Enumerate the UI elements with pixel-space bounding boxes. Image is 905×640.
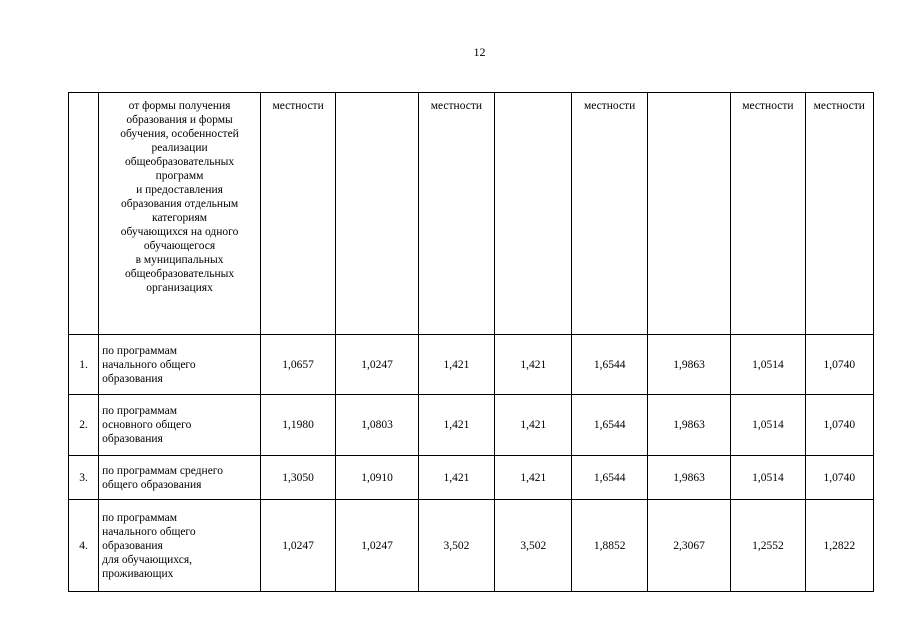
header-cell <box>495 93 572 335</box>
table-cell: 1,0740 <box>805 395 873 456</box>
table-cell: 1,0247 <box>336 335 418 395</box>
table-row <box>69 395 874 456</box>
table-cell: 2,3067 <box>647 500 730 592</box>
table-cell: 3,502 <box>418 500 494 592</box>
table-cell: 1,6544 <box>572 456 647 500</box>
row-number: 2. <box>69 395 99 456</box>
table-cell: 1,0740 <box>805 456 873 500</box>
table-cell: 1,2552 <box>731 500 805 592</box>
table-cell: 1,8852 <box>572 500 647 592</box>
header-num-cell <box>69 93 99 335</box>
table-cell: 1,0657 <box>260 335 335 395</box>
header-description: от формы получения образования и формы обучения, особенностей реализации общеобразовательных программ и предоставления образования отдельным категориям обучающихся на одного обучающегося в муниципальных общеобразовательных организациях <box>99 93 261 335</box>
header-cell: местности <box>731 93 805 335</box>
header-cell: местности <box>805 93 873 335</box>
table-cell: 1,421 <box>495 395 572 456</box>
row-number: 1. <box>69 335 99 395</box>
table-cell: 1,2822 <box>805 500 873 592</box>
table-cell: 1,421 <box>418 456 494 500</box>
table-cell: 1,0514 <box>731 335 805 395</box>
row-number: 4. <box>69 500 99 592</box>
table-cell: 1,0514 <box>731 395 805 456</box>
table-cell: 1,0247 <box>336 500 418 592</box>
table-header-row <box>69 93 874 335</box>
header-cell <box>336 93 418 335</box>
table-cell: 1,9863 <box>647 335 730 395</box>
table-cell: 1,9863 <box>647 395 730 456</box>
table-row <box>69 335 874 395</box>
table-cell: 1,6544 <box>572 335 647 395</box>
row-number: 3. <box>69 456 99 500</box>
table-cell: 1,0803 <box>336 395 418 456</box>
row-description: по программам начального общего образования <box>99 335 261 395</box>
table-cell: 1,0514 <box>731 456 805 500</box>
table-cell: 1,0247 <box>260 500 335 592</box>
table-cell: 1,3050 <box>260 456 335 500</box>
table-cell: 1,6544 <box>572 395 647 456</box>
table-row <box>69 456 874 500</box>
row-description: по программам основного общего образования <box>99 395 261 456</box>
row-description: по программам среднего общего образования <box>99 456 261 500</box>
header-cell: местности <box>572 93 647 335</box>
table-cell: 1,421 <box>495 456 572 500</box>
table-cell: 1,421 <box>418 395 494 456</box>
table-cell: 1,0740 <box>805 335 873 395</box>
table-cell: 1,0910 <box>336 456 418 500</box>
table-cell: 1,421 <box>418 335 494 395</box>
page-number: 12 <box>473 45 486 59</box>
header-cell: местности <box>260 93 335 335</box>
table-cell: 1,9863 <box>647 456 730 500</box>
table-row <box>69 500 874 592</box>
header-cell: местности <box>418 93 494 335</box>
row-description: по программам начального общего образования для обучающихся, проживающих <box>99 500 261 592</box>
table-cell: 1,421 <box>495 335 572 395</box>
table-cell: 1,1980 <box>260 395 335 456</box>
table-cell: 3,502 <box>495 500 572 592</box>
header-cell <box>647 93 730 335</box>
coefficients-table <box>68 92 874 592</box>
